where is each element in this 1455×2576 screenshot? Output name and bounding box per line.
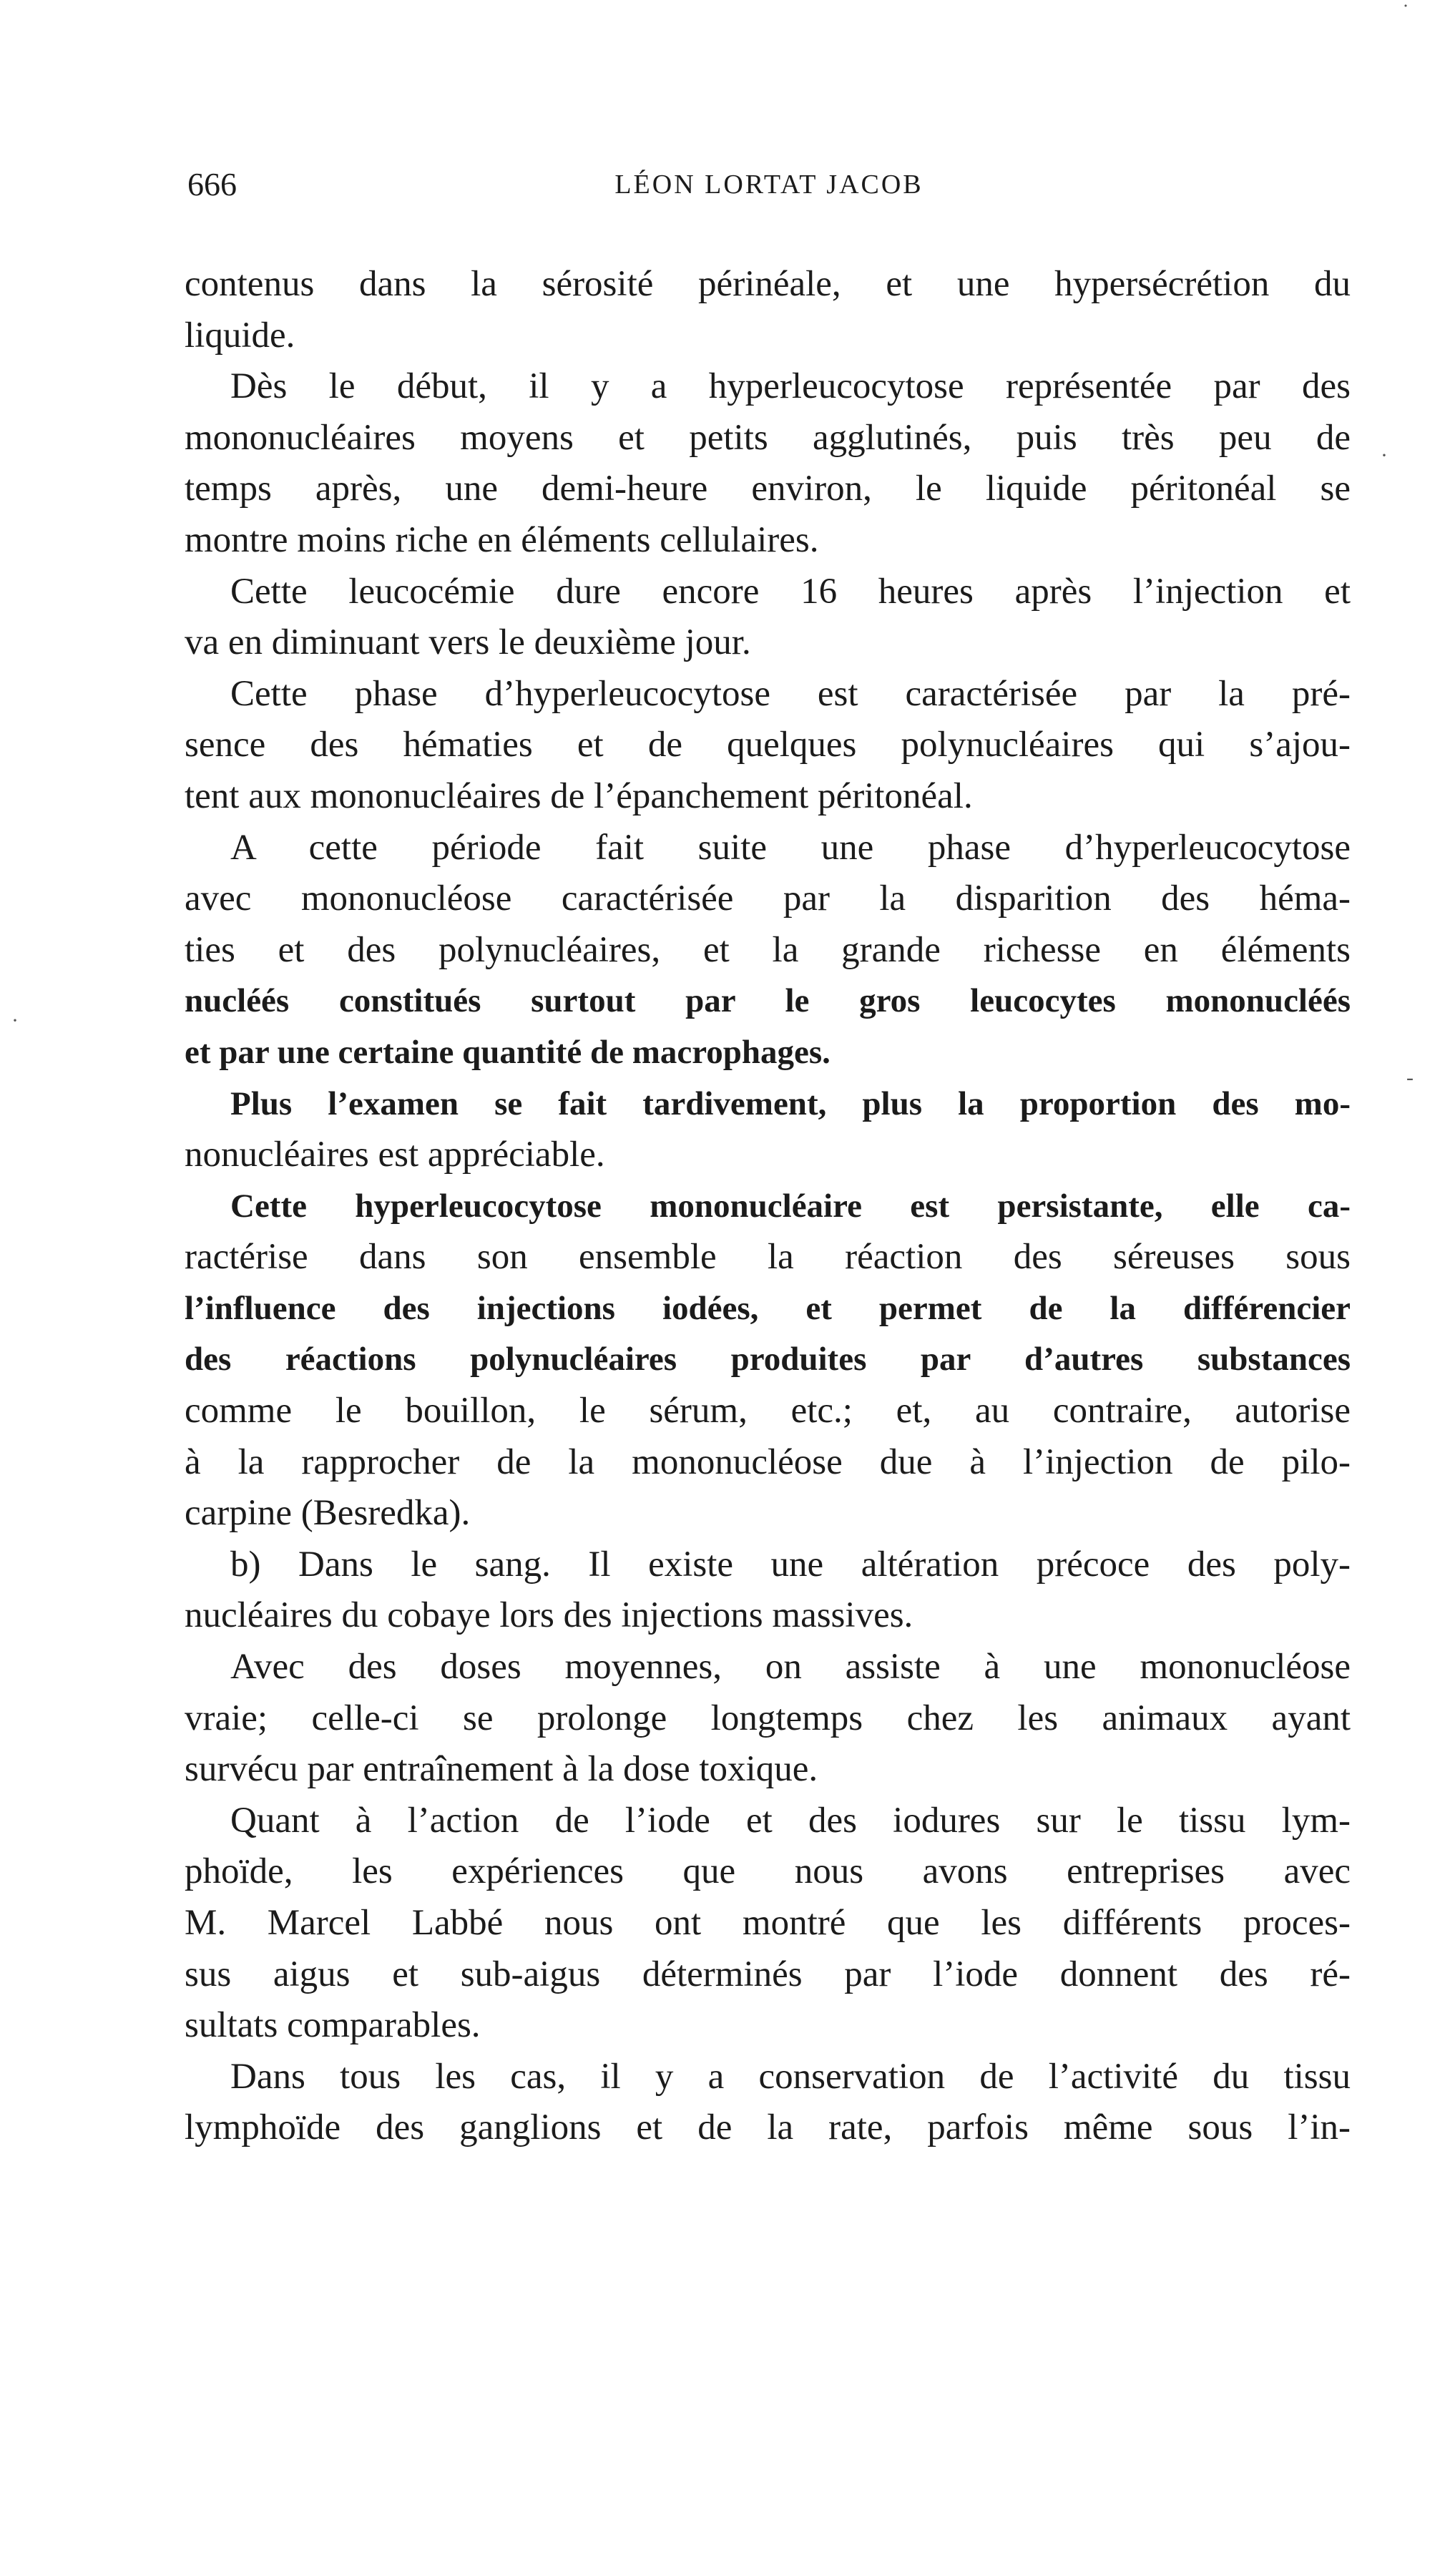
text-line: sence des hématies et de quelques polynucléaires qui s’ajou-	[185, 725, 1351, 765]
text-line: mononucléaires moyens et petits agglutinés, puis très peu de	[185, 417, 1351, 458]
text-line: nucléés constitués surtout par le gros leucocytes mononucléés	[185, 982, 1351, 1020]
text-line: Quant à l’action de l’iode et des iodures sur le tissu lym-	[230, 1800, 1351, 1841]
text-line: phoïde, les expériences que nous avons entreprises avec	[185, 1851, 1351, 1892]
text-line: avec mononucléose caractérisée par la disparition des héma-	[185, 878, 1351, 919]
text-line: va en diminuant vers le deuxième jour.	[185, 622, 751, 663]
text-line: des réactions polynucléaires produites par d’autres substances	[185, 1341, 1351, 1378]
text-line: Dans tous les cas, il y a conservation de l’activité du tissu	[230, 2056, 1351, 2097]
text-line: b) Dans le sang. Il existe une altération précoce des poly-	[230, 1544, 1351, 1585]
scan-speck: ˙	[1402, 0, 1409, 24]
text-line: nucléaires du cobaye lors des injections massives.	[185, 1595, 913, 1636]
text-line: et par une certaine quantité de macrophages.	[185, 1033, 831, 1071]
text-line: Dès le début, il y a hyperleucocytose représentée par des	[230, 366, 1351, 407]
text-line: sultats comparables.	[185, 2005, 481, 2046]
text-line: Plus l’examen se fait tardivement, plus la proportion des mo-	[230, 1084, 1351, 1122]
text-line: survécu par entraînement à la dose toxique.	[185, 1749, 818, 1790]
text-line: tent aux mononucléaires de l’épanchement péritonéal.	[185, 775, 973, 816]
text-line: temps après, une demi-heure environ, le liquide péritonéal se	[185, 469, 1351, 509]
text-line: l’influence des injections iodées, et permet de la différencier	[185, 1289, 1351, 1327]
text-line: Cette phase d’hyperleucocytose est caractérisée par la pré-	[230, 673, 1351, 714]
page-header	[187, 163, 1351, 206]
text-line: comme le bouillon, le sérum, etc.; et, au contraire, autorise	[185, 1391, 1351, 1431]
text-line: lymphoïde des ganglions et de la rate, parfois même sous l’in-	[185, 2107, 1351, 2148]
text-line: vraie; celle-ci se prolonge longtemps chez les animaux ayant	[185, 1698, 1351, 1738]
text-line: liquide.	[185, 315, 295, 356]
text-line: carpine (Besredka).	[185, 1493, 471, 1534]
text-line: M. Marcel Labbé nous ont montré que les différents proces-	[185, 1903, 1351, 1943]
scan-speck: ·	[11, 1009, 19, 1032]
scan-speck: -	[1406, 1066, 1414, 1089]
text-line: nonucléaires est appréciable.	[185, 1135, 605, 1175]
text-line: Cette hyperleucocytose mononucléaire est persistante, elle ca-	[230, 1187, 1351, 1225]
text-line: montre moins riche en éléments cellulaires.	[185, 519, 819, 560]
text-line: Avec des doses moyennes, on assiste à une mononucléose	[230, 1647, 1351, 1688]
text-line: à la rapprocher de la mononucléose due à l’injection de pilo-	[185, 1441, 1351, 1482]
text-line: sus aigus et sub-aigus déterminés par l’iode donnent des ré-	[185, 1954, 1351, 1994]
running-title: LÉON LORTAT JACOB	[614, 170, 924, 200]
text-line: A cette période fait suite une phase d’hyperleucocytose	[230, 827, 1351, 868]
text-line: Cette leucocémie dure encore 16 heures après l’injection et	[230, 571, 1351, 612]
page-number: 666	[187, 166, 237, 202]
scan-speck: ·	[1381, 444, 1388, 467]
body-text	[185, 259, 1351, 2154]
text-line: ractérise dans son ensemble la réaction des séreuses sous	[185, 1237, 1351, 1278]
text-line: ties et des polynucléaires, et la grande richesse en éléments	[185, 929, 1351, 970]
text-line: contenus dans la sérosité périnéale, et une hypersécrétion du	[185, 264, 1351, 304]
